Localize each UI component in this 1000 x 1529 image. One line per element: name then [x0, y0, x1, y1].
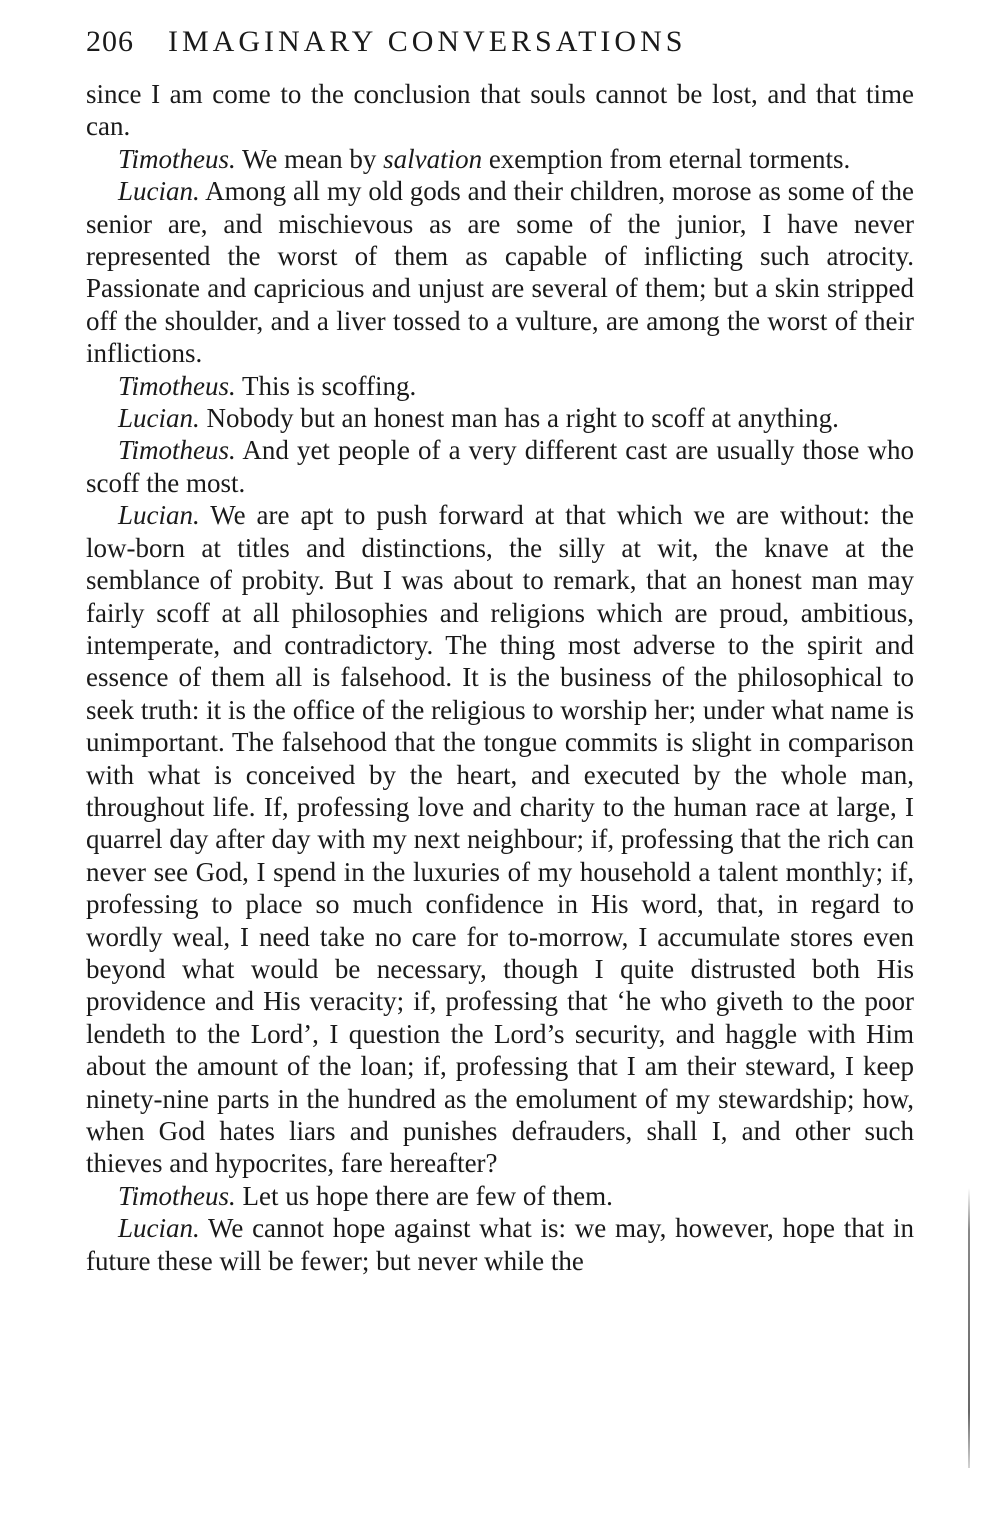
dialogue-paragraph	[86, 143, 914, 175]
speaker-name: Lucian.	[118, 1213, 200, 1244]
running-title: IMAGINARY CONVERSATIONS	[168, 25, 687, 58]
dialogue-paragraph	[86, 370, 914, 402]
paragraph-text: And yet people of a very different cast are usually those who scoff the most.	[86, 435, 914, 498]
scan-edge-shadow	[968, 1188, 970, 1468]
running-head	[86, 20, 926, 64]
page-number: 206	[86, 25, 134, 58]
dialogue-paragraph	[86, 1180, 914, 1212]
paragraph-text: Nobody but an honest man has a right to scoff at anything.	[199, 403, 839, 434]
paragraph-text: Let us hope there are few of them.	[235, 1180, 613, 1211]
body-text	[86, 78, 914, 1277]
speaker-name: Timotheus.	[118, 143, 236, 174]
paragraph-text: since I am come to the conclusion that souls cannot be lost, and that time can.	[86, 79, 914, 142]
dialogue-paragraph	[86, 1212, 914, 1277]
emphasized-word: salvation	[383, 143, 483, 174]
speaker-name: Timotheus.	[118, 435, 236, 466]
speaker-name: Lucian.	[118, 176, 200, 207]
dialogue-paragraph	[86, 499, 914, 1180]
dialogue-paragraph	[86, 434, 914, 499]
speaker-name: Lucian.	[118, 500, 200, 531]
paragraph-text: We cannot hope against what is: we may, however, hope that in future these will be fewer; but never while the	[86, 1213, 914, 1276]
paragraph-continuation	[86, 78, 914, 143]
paragraph-text: exemption from eternal torments.	[482, 143, 851, 174]
dialogue-paragraph	[86, 175, 914, 369]
paragraph-text: We mean by	[235, 143, 384, 174]
paragraph-text: This is scoffing.	[235, 370, 417, 401]
speaker-name: Timotheus.	[118, 370, 236, 401]
dialogue-paragraph	[86, 402, 914, 434]
paragraph-text: We are apt to push forward at that which we are without: the low-born at titles and distinctions, the silly at wit, the knave at the semblance of probity. But I was about to remark, that an honest man may fairly scoff at all philosophies and religions which are proud, ambitious, intemperate, and contradictory. The thing most adverse to the spirit and essence of them all is falsehood. It is the business of the philosophical to seek truth: it is the office of the religious to worship her; under what name is unimportant. The falsehood that the tongue commits is slight in comparison with what is conceived by the heart, and executed by the whole man, throughout life. If, professing love and charity to the human race at large, I quarrel day after day with my next neighbour; if, professing that the rich can never see God, I spend in the luxuries of my household a talent monthly; if, professing to place so much confidence in His word, that, in regard to wordly weal, I need take no care for to-morrow, I accumulate stores even beyond what would be necessary, though I quite distrusted both His providence and His veracity; if, professing that ‘he who giveth to the poor lendeth to the Lord’, I question the Lord’s security, and haggle with Him about the amount of the loan; if, professing that I am their steward, I keep ninety-nine parts in the hundred as the emolument of my stewardship; how, when God hates liars and punishes defrauders, shall I, and other such thieves and hypocrites, fare hereafter?	[86, 500, 914, 1179]
speaker-name: Lucian.	[118, 403, 200, 434]
speaker-name: Timotheus.	[118, 1180, 236, 1211]
paragraph-text: Among all my old gods and their children, morose as some of the senior are, and mischievous as are some of the junior, I have never represented the worst of them as capable of inflicting such atrocity. Passionate and capricious and unjust are several of them; but a skin stripped off the shoulder, and a liver tossed to a vulture, are among the worst of their inflictions.	[86, 176, 914, 369]
